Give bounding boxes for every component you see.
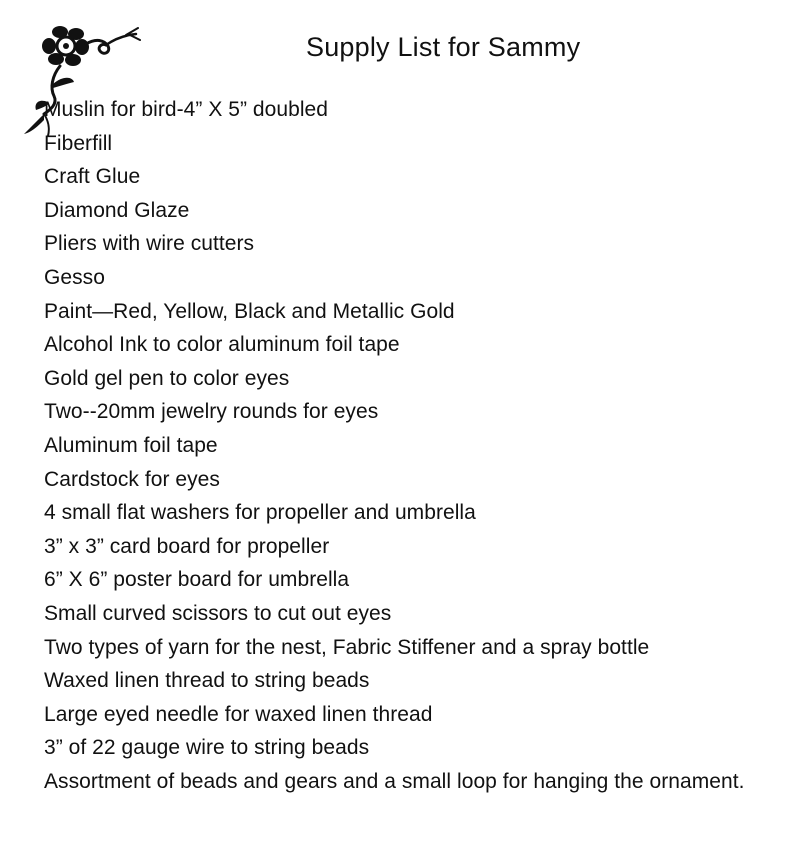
list-item: Diamond Glaze [44, 198, 190, 222]
list-item: 4 small flat washers for propeller and umbrella [44, 501, 476, 525]
page-title: Supply List for Sammy [306, 32, 581, 62]
list-item: Gold gel pen to color eyes [44, 366, 290, 390]
list-item: 3” of 22 gauge wire to string beads [44, 736, 370, 760]
list-item: Large eyed needle for waxed linen thread [44, 702, 433, 726]
supply-list [44, 93, 794, 798]
list-item: Paint—Red, Yellow, Black and Metallic Gold [44, 299, 455, 323]
list-item: Fiberfill [44, 131, 113, 155]
list-item: Small curved scissors to cut out eyes [44, 601, 392, 625]
list-item: Two--20mm jewelry rounds for eyes [44, 400, 379, 424]
list-item: Cardstock for eyes [44, 467, 220, 491]
list-item: Two types of yarn for the nest, Fabric Stiffener and a spray bottle [44, 635, 650, 659]
list-item: Assortment of beads and gears and a small loop for hanging the ornament. [44, 769, 745, 793]
list-item: Craft Glue [44, 165, 141, 189]
list-item: Pliers with wire cutters [44, 232, 255, 256]
list-item: 6” X 6” poster board for umbrella [44, 568, 350, 592]
list-item: Alcohol Ink to color aluminum foil tape [44, 333, 400, 357]
list-item: Waxed linen thread to string beads [44, 669, 370, 693]
list-item: 3” x 3” card board for propeller [44, 534, 330, 558]
list-item: Gesso [44, 265, 105, 289]
list-item: Muslin for bird-4” X 5” doubled [44, 98, 329, 121]
list-item: Aluminum foil tape [44, 433, 218, 457]
